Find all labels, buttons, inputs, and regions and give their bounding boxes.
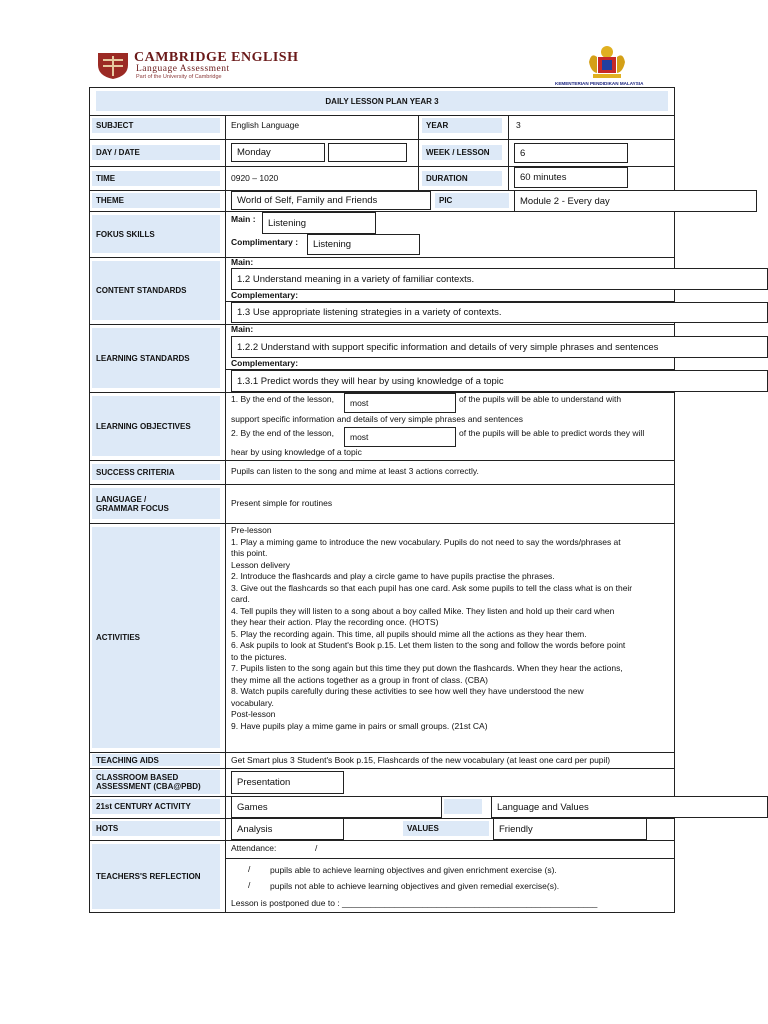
hots-label: HOTS	[92, 821, 220, 836]
activity-line: Post-lesson	[231, 709, 276, 719]
row-line	[89, 523, 675, 524]
activity-line: they hear their action. Play the recording once. (HOTS)	[231, 617, 439, 627]
activity-line: they mime all the actions together as a group in front of class. (CBA)	[231, 674, 489, 685]
learning-main-label: Main:	[231, 324, 254, 334]
brand-title: CAMBRIDGE ENGLISH	[134, 50, 299, 65]
plan-title: DAILY LESSON PLAN YEAR 3	[96, 91, 668, 111]
row-line	[225, 858, 675, 859]
objective-2-start: 2. By the end of the lesson,	[231, 428, 335, 438]
row-line	[225, 301, 675, 302]
cell-divider	[508, 115, 509, 190]
row-line	[89, 840, 675, 841]
content-comp-field[interactable]: 1.3 Use appropriate listening strategies in a variety of contexts.	[231, 302, 768, 323]
values-field[interactable]: Language and Values	[491, 796, 768, 818]
row-line	[89, 324, 675, 325]
aids-value: Get Smart plus 3 Student's Book p.15, Flashcards of the new vocabulary (at least one card per pupil)	[231, 755, 611, 765]
content-main-label: Main:	[231, 257, 254, 267]
activities-list	[231, 525, 671, 732]
learning-main-field[interactable]: 1.2.2 Understand with support specific information and details of very simple phrases and sentences	[231, 336, 768, 358]
pic-field[interactable]: Module 2 - Every day	[514, 190, 757, 212]
week-label: WEEK / LESSON	[422, 145, 502, 160]
grammar-value: Present simple for routines	[231, 498, 333, 508]
activity-line: 4. Tell pupils they will listen to a song about a boy called Mike. They listen and hold up their card when	[231, 605, 615, 616]
row-line	[89, 139, 675, 140]
cba-label: CLASSROOM BASED ASSESSMENT (CBA@PBD)	[92, 770, 220, 794]
cba-field[interactable]: Presentation	[231, 771, 344, 794]
activity-line: 8. Watch pupils carefully during these activities to see how well they have understood the new	[231, 686, 584, 696]
theme-field[interactable]: World of Self, Family and Friends	[231, 191, 431, 210]
row-line	[89, 460, 675, 461]
objective-1-end: of the pupils will be able to understand with	[459, 394, 622, 404]
activity-line: 1. Play a miming game to introduce the new vocabulary. Pupils do not need to say the words/phrases at	[231, 536, 621, 547]
objective-1-start: 1. By the end of the lesson,	[231, 394, 335, 404]
objective-1-field[interactable]: most	[344, 393, 456, 413]
objective-2-end: of the pupils will be able to predict words they will	[459, 428, 645, 438]
attendance-slash: /	[315, 843, 318, 853]
activity-line: 5. Play the recording again. This time, all pupils should mime all the actions as they hear them.	[231, 628, 587, 639]
reflection-1-slash: /	[248, 864, 251, 874]
time-value: 0920 – 1020	[231, 173, 279, 183]
learning-label: LEARNING STANDARDS	[92, 328, 220, 388]
ministry-crest-icon	[585, 44, 629, 80]
activity-line: Pre-lesson	[231, 525, 272, 535]
success-value: Pupils can listen to the song and mime at least 3 actions correctly.	[231, 466, 479, 476]
activity-line: this point.	[231, 548, 268, 558]
focus-comp-label: Complimentary :	[231, 237, 299, 247]
grammar-label: LANGUAGE / GRAMMAR FOCUS	[92, 488, 220, 519]
activity-line: 6. Ask pupils to look at Student's Book p.15. Let them listen to the song and follow the words before point	[231, 640, 626, 650]
reflection-label: TEACHERS'S REFLECTION	[92, 844, 220, 909]
reflection-2: pupils not able to achieve learning objectives and given remedial exercise(s).	[270, 881, 560, 891]
activity-line: 3. Give out the flashcards so that each pupil has one card. Ask some pupils to tell the class what is on their	[231, 582, 633, 593]
postponed-line: Lesson is postponed due to : ______________________________________________________	[231, 898, 598, 908]
subject-label: SUBJECT	[92, 118, 220, 133]
aids-label: TEACHING AIDS	[92, 754, 220, 766]
content-comp-label: Complementary:	[231, 290, 299, 300]
century-field[interactable]: Games	[231, 796, 442, 818]
focus-main-field[interactable]: Listening	[262, 212, 376, 234]
year-label: YEAR	[422, 118, 502, 133]
reflection-1: pupils able to achieve learning objectives and given enrichment exercise (s).	[270, 865, 557, 875]
activity-line: 2. Introduce the flashcards and play a circle game to have pupils practise the phrases.	[231, 571, 555, 581]
values-label: VALUES	[403, 821, 489, 836]
learning-comp-field[interactable]: 1.3.1 Predict words they will hear by using knowledge of a topic	[231, 370, 768, 392]
focus-label: FOKUS SKILLS	[92, 215, 220, 253]
week-field[interactable]: 6	[514, 143, 628, 163]
reflection-2-slash: /	[248, 880, 251, 890]
activity-line: vocabulary.	[231, 697, 274, 708]
row-line	[89, 115, 675, 116]
subject-value: English Language	[231, 120, 300, 130]
century-label: 21st CENTURY ACTIVITY	[92, 799, 220, 814]
content-main-field[interactable]: 1.2 Understand meaning in a variety of familiar contexts.	[231, 268, 768, 290]
activity-line: 9. Have pupils play a mime game in pairs or small groups. (21st CA)	[231, 720, 488, 731]
row-line	[89, 484, 675, 485]
success-label: SUCCESS CRITERIA	[92, 464, 220, 480]
activity-line: card.	[231, 594, 250, 604]
date-field[interactable]	[328, 143, 407, 162]
day-field[interactable]: Monday	[231, 143, 325, 162]
content-label: CONTENT STANDARDS	[92, 261, 220, 320]
values-value-field[interactable]: Friendly	[493, 818, 647, 840]
duration-label: DURATION	[422, 171, 502, 186]
day-label: DAY / DATE	[92, 145, 220, 160]
objective-2-cont: hear by using knowledge of a topic	[231, 447, 362, 457]
objective-2-field[interactable]: most	[344, 427, 456, 447]
duration-field[interactable]: 60 minutes	[514, 167, 628, 188]
pic-label: PIC	[435, 193, 509, 208]
attendance-label: Attendance:	[231, 843, 277, 853]
brand-note: Part of the University of Cambridge	[136, 74, 222, 80]
row-line	[89, 752, 675, 753]
ministry-name: KEMENTERIAN PENDIDIKAN MALAYSIA	[555, 81, 644, 86]
objectives-label: LEARNING OBJECTIVES	[92, 396, 220, 456]
brand-subtitle: Language Assessment	[136, 64, 230, 74]
cell-divider	[418, 115, 419, 190]
activities-label: ACTIVITIES	[92, 527, 220, 748]
theme-label: THEME	[92, 193, 220, 208]
activity-line: Lesson delivery	[231, 559, 291, 570]
cambridge-logo	[97, 52, 129, 80]
learning-comp-label: Complementary:	[231, 358, 299, 368]
focus-main-label: Main :	[231, 214, 256, 224]
column-divider	[225, 115, 226, 913]
year-value: 3	[516, 120, 521, 130]
time-label: TIME	[92, 171, 220, 186]
row-line	[89, 768, 675, 769]
activity-line: 7. Pupils listen to the song again but this time they put down the flashcards. When they hear the actions,	[231, 663, 623, 673]
activity-line: to the pictures.	[231, 651, 287, 662]
century-mid-box	[444, 799, 482, 814]
row-line	[89, 257, 675, 258]
row-line	[225, 369, 675, 370]
focus-comp-field[interactable]: Listening	[307, 234, 420, 255]
hots-field[interactable]: Analysis	[231, 818, 344, 840]
objective-1-cont: support specific information and details of very simple phrases and sentences	[231, 414, 523, 424]
